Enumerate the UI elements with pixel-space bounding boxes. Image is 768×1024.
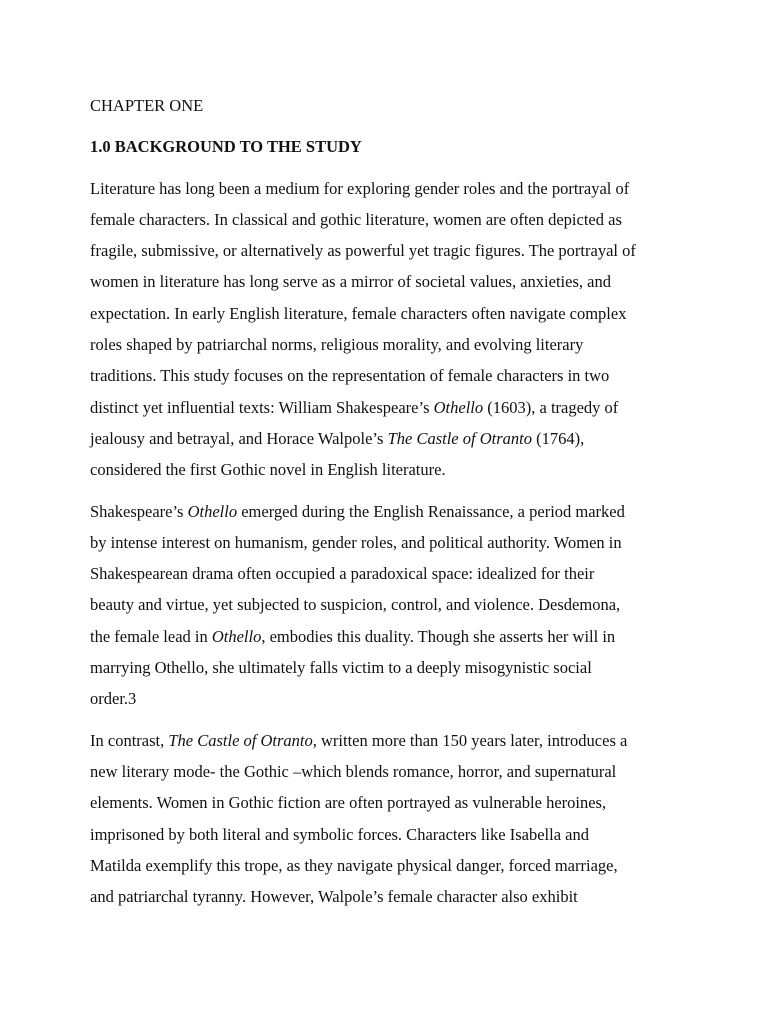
paragraph-line: roles shaped by patriarchal norms, religious morality, and evolving literary bbox=[90, 335, 584, 355]
work-title: The Castle of Otranto bbox=[168, 730, 313, 750]
document-page bbox=[90, 90, 682, 922]
paragraph-line: female characters. In classical and gothic literature, women are often depicted as bbox=[90, 209, 622, 229]
paragraph-line: imprisoned by both literal and symbolic forces. Characters like Isabella and bbox=[90, 824, 589, 844]
paragraph-line: Literature has long been a medium for exploring gender roles and the portrayal of bbox=[90, 178, 630, 198]
section-heading: 1.0 BACKGROUND TO THE STUDY bbox=[90, 137, 362, 157]
work-title: Othello bbox=[211, 626, 262, 646]
paragraph-line: Matilda exemplify this trope, as they navigate physical danger, forced marriage, bbox=[90, 855, 618, 875]
work-title: The Castle of Otranto bbox=[387, 428, 532, 448]
paragraph-line: new literary mode- the Gothic –which blends romance, horror, and supernatural bbox=[90, 761, 617, 781]
text-run: emerged during the English Renaissance, a period marked bbox=[237, 501, 625, 521]
paragraph-line: elements. Women in Gothic fiction are often portrayed as vulnerable heroines, bbox=[90, 793, 607, 813]
paragraph-line bbox=[90, 392, 682, 423]
text-run: the female lead in bbox=[90, 626, 212, 646]
paragraph-line: order.3 bbox=[90, 689, 137, 709]
paragraph-line: by intense interest on humanism, gender roles, and political authority. Women in bbox=[90, 532, 622, 552]
paragraph-line: expectation. In early English literature, female characters often navigate complex bbox=[90, 303, 627, 323]
paragraph-line: and patriarchal tyranny. However, Walpole’s female character also exhibit bbox=[90, 887, 578, 907]
text-run: In contrast, bbox=[90, 730, 169, 750]
work-title: Othello bbox=[187, 501, 238, 521]
paragraph-line: women in literature has long serve as a mirror of societal values, anxieties, and bbox=[90, 272, 611, 292]
paragraph-line: Shakespearean drama often occupied a paradoxical space: idealized for their bbox=[90, 564, 595, 584]
paragraph-1 bbox=[90, 173, 682, 486]
paragraph-line bbox=[90, 423, 682, 454]
text-run: (1764), bbox=[531, 428, 585, 448]
text-run: , written more than 150 years later, introduces a bbox=[312, 730, 628, 750]
paragraph-line bbox=[90, 725, 682, 756]
paragraph-line bbox=[90, 621, 682, 652]
text-run: , embodies this duality. Though she asserts her will in bbox=[261, 626, 616, 646]
paragraph-line: marrying Othello, she ultimately falls victim to a deeply misogynistic social bbox=[90, 658, 592, 678]
text-run: distinct yet influential texts: William Shakespeare’s bbox=[90, 397, 434, 417]
paragraph-line bbox=[90, 496, 682, 527]
paragraph-line: fragile, submissive, or alternatively as powerful yet tragic figures. The portrayal of bbox=[90, 241, 636, 261]
work-title: Othello bbox=[433, 397, 484, 417]
paragraph-line: beauty and virtue, yet subjected to suspicion, control, and violence. Desdemona, bbox=[90, 595, 621, 615]
paragraph-line: traditions. This study focuses on the representation of female characters in two bbox=[90, 366, 610, 386]
text-run: jealousy and betrayal, and Horace Walpole’s bbox=[90, 428, 388, 448]
paragraph-line: considered the first Gothic novel in English literature. bbox=[90, 460, 446, 480]
paragraph-2 bbox=[90, 496, 682, 715]
text-run: (1603), a tragedy of bbox=[483, 397, 619, 417]
chapter-label: CHAPTER ONE bbox=[90, 96, 204, 115]
paragraph-3 bbox=[90, 725, 682, 913]
text-run: Shakespeare’s bbox=[90, 501, 188, 521]
